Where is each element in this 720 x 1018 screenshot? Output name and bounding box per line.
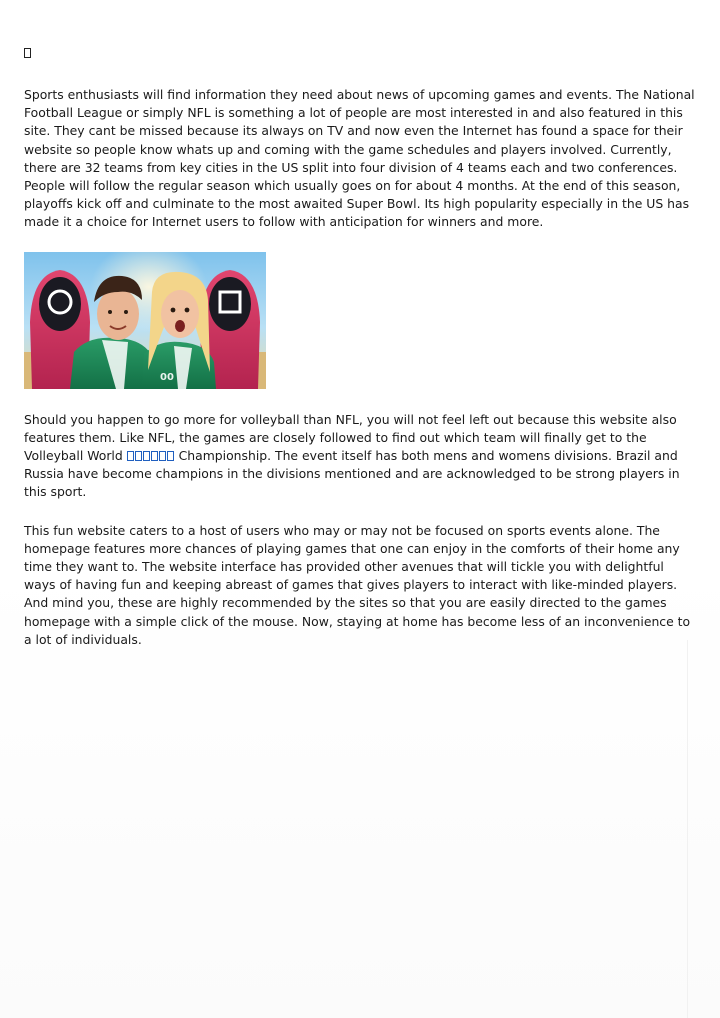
article-paragraph-nfl: Sports enthusiasts will find information they need about news of upcoming games and events. The National Football League or simply NFL is something a lot of people are most interested in and also featured in this site. They cant be missed because its always on TV and now even the Internet has found a space for their website so people know whats up and coming with the game schedules and players involved. Currently, there are 32 teams from key cities in the US split into four division of 4 teams each and two conferences. People will follow the regular season which usually goes on for about 4 months. At the end of this season, playoffs kick off and culminate to the most awaited Super Bowl. Its high popularity especially in the US has made it a choice for Internet users to follow with anticipation for winners and more.: [24, 87, 695, 230]
paragraph-2-text-after-link: Championship. The event itself has both mens and womens divisions. Brazil and Russia have become champions in the divisions mentioned and are acknowledged to be strong players in this sport.: [24, 448, 680, 500]
article-paragraph-homepage: This fun website caters to a host of users who may or may not be focused on sports events alone. The homepage features more chances of playing games that one can enjoy in the comforts of their home any time they want to. The website interface has provided other avenues that will tickle you with delightful ways of having fun and keeping abreast of games that gives players to interact with like-minded players. And mind you, these are highly recommended by the sites so that you are easily directed to the games homepage with a simple click of the mouse. Now, staying at home has become less of an inconvenience to a lot of individuals.: [24, 522, 691, 647]
championship-link[interactable]: [127, 448, 175, 463]
missing-glyph-icon: [24, 48, 31, 58]
svg-text:00: 00: [160, 371, 174, 383]
hero-image: [24, 252, 266, 389]
missing-glyph-link-icons: [127, 447, 175, 465]
page-edge-shadow: [687, 640, 688, 1018]
article-paragraph-volleyball: [24, 411, 696, 502]
article-body: [24, 40, 696, 649]
paragraph-2-text-before-link: Should you happen to go more for volleyball than NFL, you will not feel left out because this website also features them. Like NFL, the games are closely followed to find out which team will finally get to the Volleyball World: [24, 411, 677, 464]
